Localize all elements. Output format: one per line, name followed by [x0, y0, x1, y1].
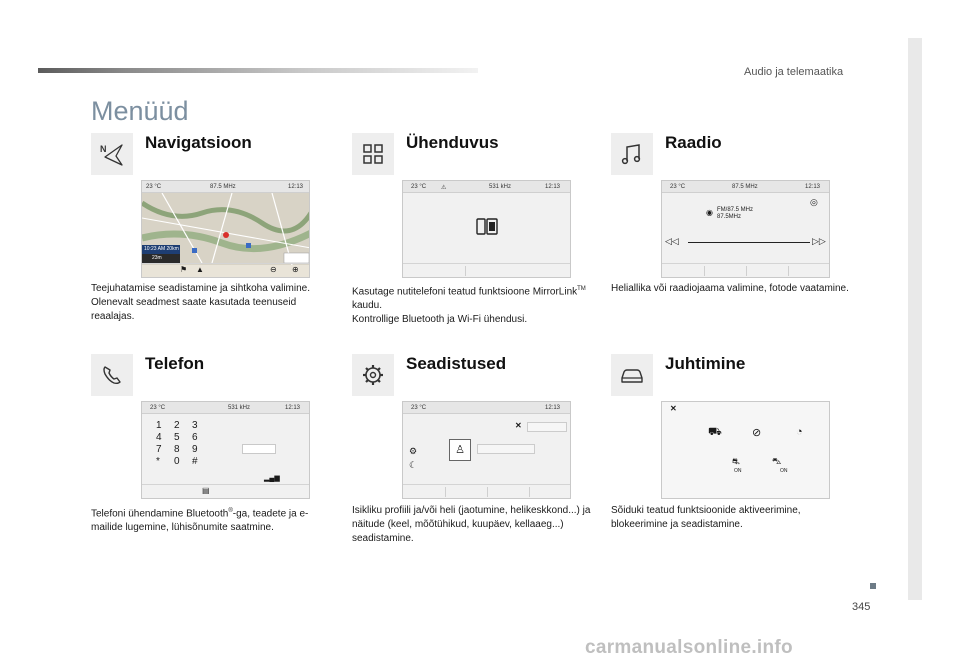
header-gradient-bar	[38, 68, 478, 73]
screen-phone	[141, 401, 310, 499]
zoom-in-icon[interactable]: ⊕	[292, 265, 299, 274]
clock: 12:13	[805, 184, 821, 190]
grid-apps-icon	[352, 133, 394, 175]
key-8[interactable]: 8	[174, 444, 180, 455]
section-description: Heliallika või raadiojaama valimine, fotode vaatamine.	[611, 283, 849, 294]
svg-text:N: N	[100, 144, 107, 154]
map-view[interactable]	[142, 193, 310, 265]
screen-bottom-row	[403, 263, 570, 277]
frequency: 531 kHz	[489, 184, 512, 190]
mirrorlink-icon[interactable]	[475, 217, 499, 237]
blind-spot-icon[interactable]: ⛍	[772, 456, 782, 466]
screen-bottom-row	[142, 484, 309, 498]
station-1[interactable]: FM/87.5 MHz	[717, 207, 754, 213]
close-icon[interactable]: ✕	[670, 404, 677, 413]
navigation-arrow-icon	[91, 133, 133, 175]
display-mode-icon[interactable]: ☾	[409, 460, 418, 470]
flag-icon[interactable]: ⚑	[180, 265, 188, 274]
temperature: 23 °C	[670, 184, 686, 190]
page-edge-rail	[908, 38, 922, 600]
section-title-seadistused: Seadistused	[406, 354, 507, 373]
scan-icon[interactable]: ◎	[810, 197, 818, 207]
phone-handset-icon	[91, 354, 133, 396]
page-title: Menüüd	[91, 96, 189, 126]
stop-start-icon[interactable]: ⊘	[752, 427, 762, 439]
screen-status-bar	[142, 181, 309, 193]
temperature: 23 °C	[411, 405, 427, 411]
clock: 12:13	[545, 405, 561, 411]
key-0[interactable]: 0	[174, 456, 180, 467]
signal-icon: ▂▄▆	[264, 475, 280, 482]
key-4[interactable]: 4	[156, 432, 162, 443]
car-icon	[611, 354, 653, 396]
profile-icon[interactable]: ♙	[449, 439, 471, 461]
screen-status-bar	[142, 402, 309, 414]
screen-navigation	[141, 180, 310, 278]
watermark: carmanualsonline.info	[585, 637, 793, 658]
key-5[interactable]: 5	[174, 432, 180, 443]
parking-sensor-icon[interactable]: ⛟	[708, 426, 722, 438]
section-title-telefon: Telefon	[145, 354, 205, 373]
page-marker	[870, 583, 876, 589]
dial-keypad	[156, 420, 210, 467]
section-description: Sõiduki teatud funktsioonide aktiveerimine, blokeerimine ja seadistamine.	[611, 505, 801, 530]
section-description: Telefoni ühendamine Bluetooth®-ga, teadete ja e-mailide lugemine, lühisõnumite saatmine.	[91, 508, 309, 534]
compass-icon[interactable]: ▲	[196, 265, 204, 274]
warning-icon: ⚠	[441, 185, 447, 191]
settings-field-2[interactable]	[477, 444, 535, 454]
frequency-slider[interactable]	[688, 242, 810, 243]
screen-connectivity	[402, 180, 571, 278]
screen-settings	[402, 401, 571, 499]
key-1[interactable]: 1	[156, 420, 162, 431]
audio-settings-icon[interactable]: ⚙	[409, 446, 418, 456]
previous-icon[interactable]: ◁◁	[665, 236, 679, 246]
section-description: Kasutage nutitelefoni teatud funktsioone MirrorLink™ kaudu. Kontrollige Bluetooth ja Wi-Fi ühendusi.	[352, 286, 586, 326]
screen-radio	[661, 180, 830, 278]
section-title-navigatsioon: Navigatsioon	[145, 133, 252, 152]
settings-gear-icon	[352, 354, 394, 396]
section-title-raadio: Raadio	[665, 133, 722, 152]
frequency: 87.5 MHz	[210, 184, 236, 190]
key-3[interactable]: 3	[192, 420, 198, 431]
screen-bottom-row	[662, 263, 829, 277]
screen-status-bar	[403, 402, 570, 414]
next-icon[interactable]: ▷▷	[812, 236, 826, 246]
clock: 12:13	[285, 405, 301, 411]
key-7[interactable]: 7	[156, 444, 162, 455]
screen-bottom-row	[403, 484, 570, 498]
clock: 12:13	[545, 184, 561, 190]
temperature: 23 °C	[411, 184, 427, 190]
temperature: 23 °C	[146, 184, 162, 190]
page-number: 345	[852, 601, 871, 613]
section-title-juhtimine: Juhtimine	[665, 354, 746, 373]
key-6[interactable]: 6	[192, 432, 198, 443]
on-badge-1: ON	[734, 468, 742, 474]
on-badge-2: ON	[780, 468, 788, 474]
zoom-out-icon[interactable]: ⊖	[270, 265, 277, 274]
map-time: 10:23 AM 20km	[144, 246, 179, 252]
clock: 12:13	[288, 184, 304, 190]
frequency: 87.5 MHz	[732, 184, 758, 190]
section-description: Isikliku profiili ja/või heli (jaotumine, helikeskkond...) ja näitude (keel, mõõtühikud, kuupäev, kellaaeg...) seadistamine.	[352, 505, 591, 544]
key-star[interactable]: *	[156, 456, 160, 467]
screen-status-bar	[403, 181, 570, 193]
map-toolbar	[142, 263, 309, 277]
screen-driving	[661, 401, 830, 499]
frequency: 531 kHz	[228, 405, 251, 411]
screen-status-bar	[662, 181, 829, 193]
station-2: 87.5MHz	[717, 214, 742, 220]
map-distance: 23m	[152, 255, 162, 261]
number-field[interactable]	[242, 444, 276, 454]
section-title-uhenduvus: Ühenduvus	[406, 133, 499, 152]
key-2[interactable]: 2	[174, 420, 180, 431]
settings-field-1[interactable]	[527, 422, 567, 432]
header-title: Audio ja telemaatika	[744, 66, 844, 78]
radio-wave-icon: ◉	[706, 208, 713, 217]
phone-book-icon[interactable]: ▤	[202, 486, 210, 495]
music-note-icon	[611, 133, 653, 175]
key-9[interactable]: 9	[192, 444, 198, 455]
section-description: Teejuhatamise seadistamine ja sihtkoha valimine. Olenevalt seadmest saate kasutada teenuseid reaalajas.	[91, 283, 311, 322]
key-hash[interactable]: #	[192, 456, 198, 467]
close-icon[interactable]: ✕	[515, 421, 522, 430]
lane-assist-icon[interactable]: ⛐	[732, 456, 740, 466]
speed-limit-icon[interactable]: ◔	[796, 426, 803, 438]
temperature: 23 °C	[150, 405, 166, 411]
